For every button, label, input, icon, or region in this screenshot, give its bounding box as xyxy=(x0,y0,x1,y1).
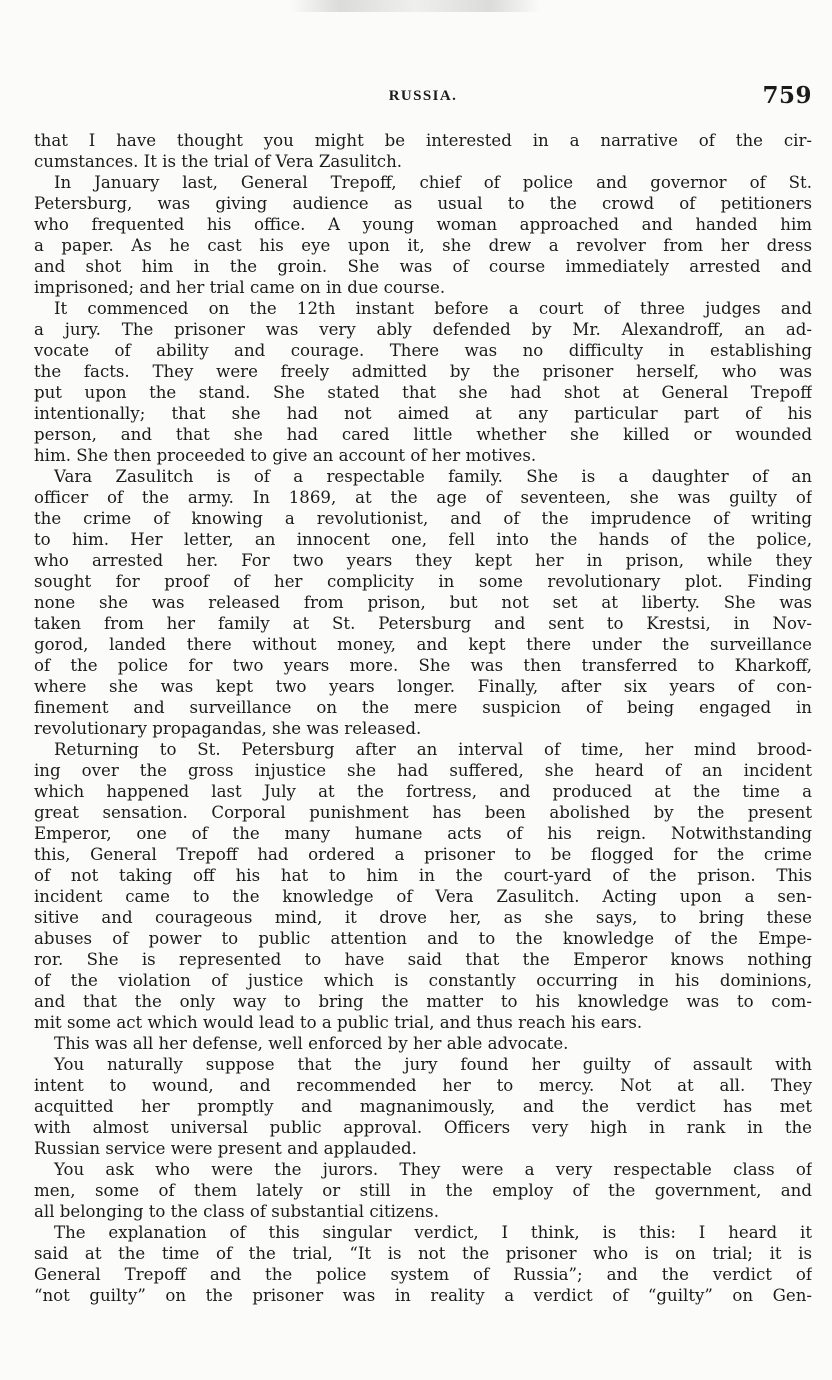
text-line: of the violation of justice which is constantly occurring in his dominions, xyxy=(34,971,812,990)
text-line: mit some act which would lead to a public trial, and thus reach his ears. xyxy=(34,1013,643,1032)
text-line: all belonging to the class of substantial citizens. xyxy=(34,1202,439,1221)
page-number: 759 xyxy=(762,82,812,109)
text-line: cumstances. It is the trial of Vera Zasulitch. xyxy=(34,152,403,171)
text-line: “not guilty” on the prisoner was in reality a verdict of “guilty” on Gen- xyxy=(34,1286,812,1305)
text-line: imprisoned; and her trial came on in due course. xyxy=(34,278,446,297)
text-line: none she was released from prison, but not set at liberty. She was xyxy=(34,593,812,612)
text-line: sought for proof of her complicity in some revolutionary plot. Finding xyxy=(34,572,812,591)
text-line: acquitted her promptly and magnanimously, and the verdict has met xyxy=(34,1097,812,1116)
text-line: put upon the stand. She stated that she had shot at General Trepoff xyxy=(34,383,812,402)
text-line: of not taking off his hat to him in the court-yard of the prison. This xyxy=(34,866,812,885)
text-line: who frequented his office. A young woman approached and handed him xyxy=(34,215,812,234)
running-head: RUSSIA. xyxy=(388,88,458,104)
text-line: General Trepoff and the police system of Russia”; and the verdict of xyxy=(34,1265,812,1284)
text-line: ror. She is represented to have said that the Emperor knows nothing xyxy=(34,950,812,969)
text-line: The explanation of this singular verdict, I think, is this: I heard it xyxy=(54,1223,812,1242)
text-line: revolutionary propagandas, she was released. xyxy=(34,719,422,738)
text-line: person, and that she had cared little whether she killed or wounded xyxy=(34,425,812,444)
page-header xyxy=(34,82,812,112)
text-line: great sensation. Corporal punishment has been abolished by the present xyxy=(34,803,812,822)
text-line: Emperor, one of the many humane acts of his reign. Notwithstanding xyxy=(34,824,812,843)
text-line: Returning to St. Petersburg after an interval of time, her mind brood- xyxy=(54,740,812,759)
text-line: and shot him in the groin. She was of course immediately arrested and xyxy=(34,257,812,276)
text-line: which happened last July at the fortress, and produced at the time a xyxy=(34,782,812,801)
text-line: abuses of power to public attention and to the knowledge of the Empe- xyxy=(34,929,812,948)
text-line: This was all her defense, well enforced by her able advocate. xyxy=(54,1034,569,1053)
text-line: gorod, landed there without money, and kept there under the surveillance xyxy=(34,635,812,654)
text-line: that I have thought you might be interested in a narrative of the cir- xyxy=(34,131,812,150)
text-line: who arrested her. For two years they kept her in prison, while they xyxy=(34,551,812,570)
text-line: the facts. They were freely admitted by the prisoner herself, who was xyxy=(34,362,812,381)
text-line: Russian service were present and applauded. xyxy=(34,1139,417,1158)
text-line: a paper. As he cast his eye upon it, she drew a revolver from her dress xyxy=(34,236,812,255)
text-line: intentionally; that she had not aimed at any particular part of his xyxy=(34,404,812,423)
text-line: men, some of them lately or still in the employ of the government, and xyxy=(34,1181,812,1200)
text-line: In January last, General Trepoff, chief of police and governor of St. xyxy=(54,173,812,192)
text-line: finement and surveillance on the mere suspicion of being engaged in xyxy=(34,698,812,717)
text-line: this, General Trepoff had ordered a prisoner to be flogged for the crime xyxy=(34,845,812,864)
text-line: of the police for two years more. She was then transferred to Kharkoff, xyxy=(34,656,812,675)
text-line: to him. Her letter, an innocent one, fell into the hands of the police, xyxy=(34,530,812,549)
text-line: Vara Zasulitch is of a respectable family. She is a daughter of an xyxy=(54,467,812,486)
text-line: where she was kept two years longer. Finally, after six years of con- xyxy=(34,677,812,696)
text-line: intent to wound, and recommended her to mercy. Not at all. They xyxy=(34,1076,812,1095)
text-line: the crime of knowing a revolutionist, and of the imprudence of writing xyxy=(34,509,812,528)
text-line: You naturally suppose that the jury found her guilty of assault with xyxy=(54,1055,812,1074)
text-line: taken from her family at St. Petersburg and sent to Krestsi, in Nov- xyxy=(34,614,812,633)
text-line: him. She then proceeded to give an account of her motives. xyxy=(34,446,537,465)
text-line: and that the only way to bring the matter to his knowledge was to com- xyxy=(34,992,812,1011)
text-line: vocate of ability and courage. There was no difficulty in establishing xyxy=(34,341,812,360)
text-line: sitive and courageous mind, it drove her, as she says, to bring these xyxy=(34,908,812,927)
text-line: It commenced on the 12th instant before a court of three judges and xyxy=(54,299,812,318)
text-line: incident came to the knowledge of Vera Zasulitch. Acting upon a sen- xyxy=(34,887,812,906)
body-text xyxy=(34,130,812,1306)
text-line: Petersburg, was giving audience as usual to the crowd of petitioners xyxy=(34,194,812,213)
scan-artifact xyxy=(290,0,540,12)
text-line: You ask who were the jurors. They were a very respectable class of xyxy=(54,1160,812,1179)
text-line: said at the time of the trial, “It is not the prisoner who is on trial; it is xyxy=(34,1244,812,1263)
text-line: ing over the gross injustice she had suffered, she heard of an incident xyxy=(34,761,812,780)
text-line: with almost universal public approval. Officers very high in rank in the xyxy=(34,1118,812,1137)
text-line: officer of the army. In 1869, at the age of seventeen, she was guilty of xyxy=(34,488,812,507)
text-line: a jury. The prisoner was very ably defended by Mr. Alexandroff, an ad- xyxy=(34,320,812,339)
